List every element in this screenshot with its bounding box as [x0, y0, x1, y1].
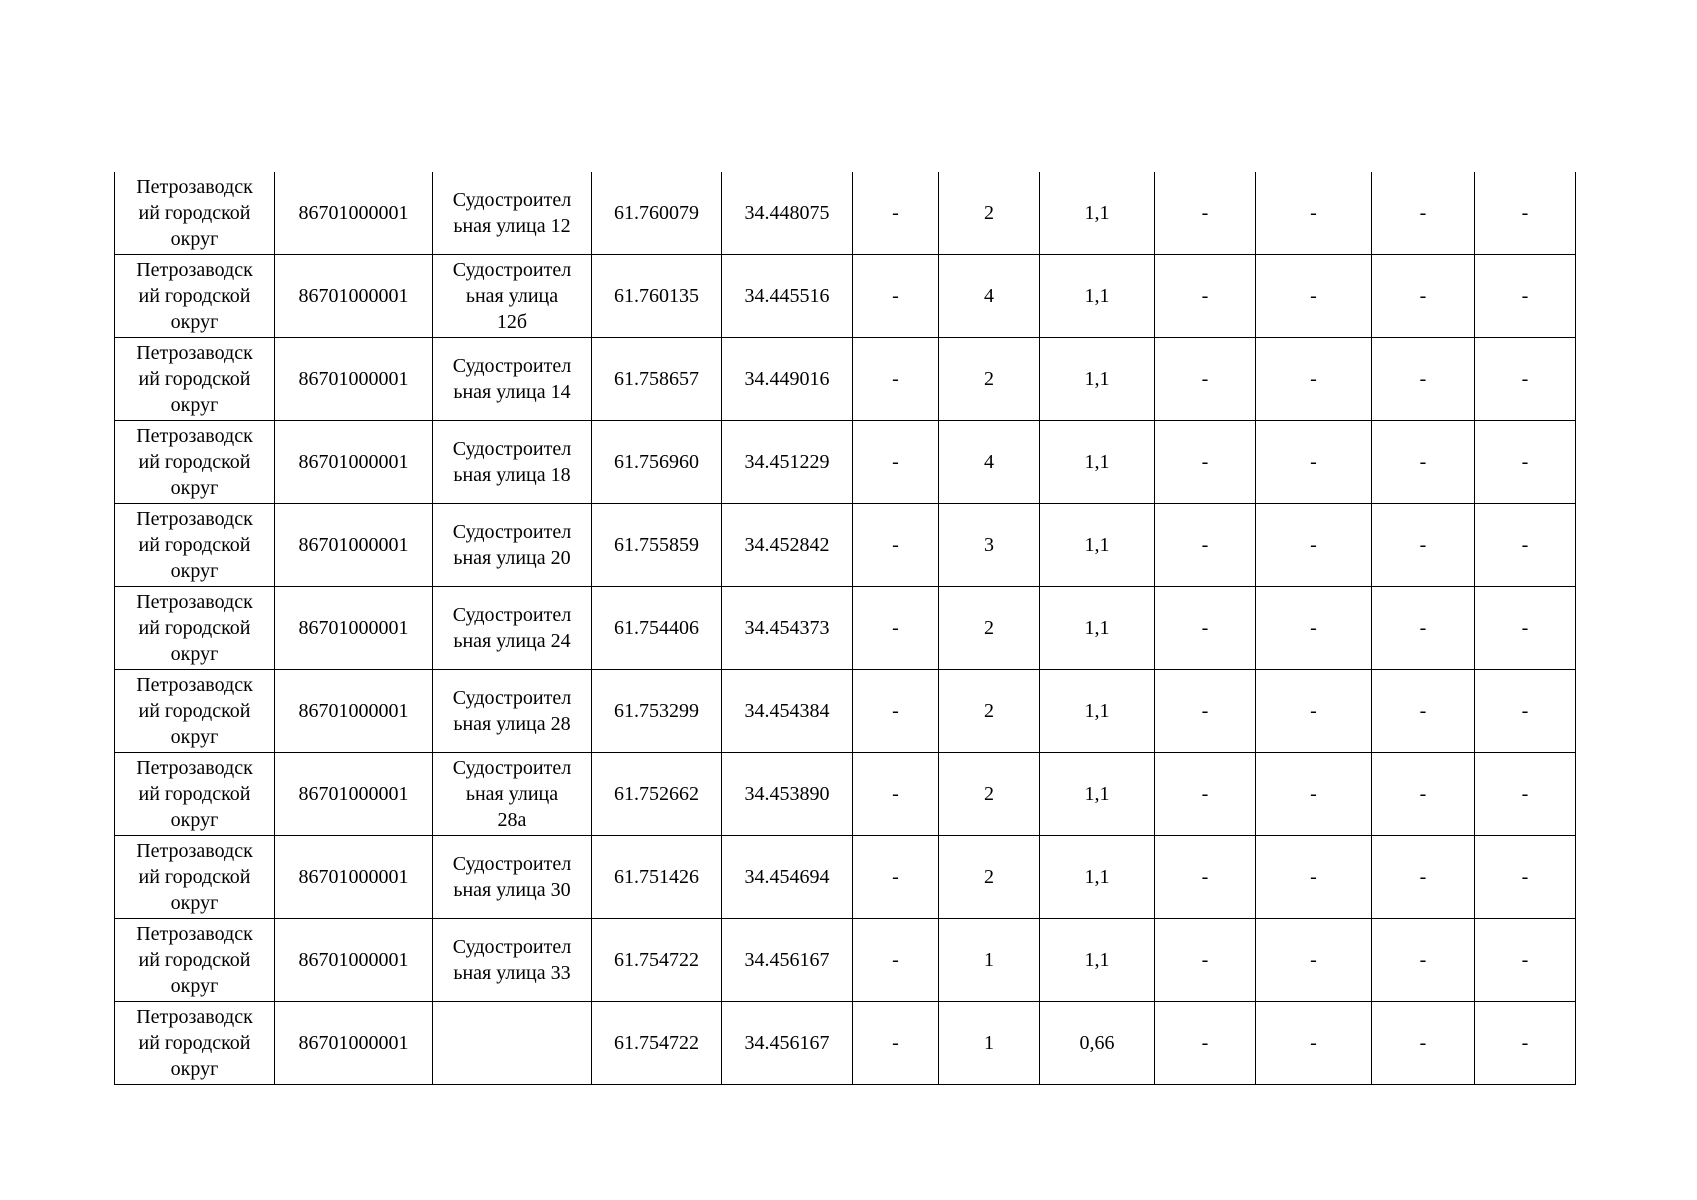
cell-latitude: 61.758657 [592, 338, 722, 421]
cell-col7: 1 [939, 919, 1040, 1002]
cell-longitude: 34.456167 [722, 1002, 853, 1085]
data-table [114, 172, 1576, 1085]
cell-col10: - [1256, 172, 1372, 255]
cell-district: Петрозаводск ий городской округ [115, 504, 275, 587]
cell-latitude: 61.751426 [592, 836, 722, 919]
cell-col8: 1,1 [1040, 421, 1155, 504]
cell-col11: - [1372, 255, 1475, 338]
cell-district: Петрозаводск ий городской округ [115, 836, 275, 919]
cell-longitude: 34.452842 [722, 504, 853, 587]
table-row [115, 753, 1576, 836]
cell-col8: 1,1 [1040, 587, 1155, 670]
cell-district: Петрозаводск ий городской округ [115, 753, 275, 836]
cell-col7: 2 [939, 670, 1040, 753]
cell-col11: - [1372, 421, 1475, 504]
cell-col7: 3 [939, 504, 1040, 587]
cell-col9: - [1155, 919, 1256, 1002]
cell-address: Судостроител ьная улица 28а [433, 753, 592, 836]
cell-latitude: 61.754722 [592, 1002, 722, 1085]
cell-longitude: 34.449016 [722, 338, 853, 421]
table-body [115, 172, 1576, 1085]
cell-district: Петрозаводск ий городской округ [115, 670, 275, 753]
cell-latitude: 61.754722 [592, 919, 722, 1002]
cell-district: Петрозаводск ий городской округ [115, 255, 275, 338]
cell-col11: - [1372, 172, 1475, 255]
cell-longitude: 34.456167 [722, 919, 853, 1002]
cell-longitude: 34.451229 [722, 421, 853, 504]
cell-col10: - [1256, 338, 1372, 421]
cell-col6: - [853, 504, 939, 587]
cell-latitude: 61.756960 [592, 421, 722, 504]
cell-col9: - [1155, 421, 1256, 504]
cell-col12: - [1475, 1002, 1576, 1085]
cell-col8: 1,1 [1040, 836, 1155, 919]
cell-district: Петрозаводск ий городской округ [115, 587, 275, 670]
cell-col7: 1 [939, 1002, 1040, 1085]
cell-col10: - [1256, 670, 1372, 753]
cell-col7: 2 [939, 753, 1040, 836]
cell-col7: 2 [939, 338, 1040, 421]
cell-district: Петрозаводск ий городской округ [115, 919, 275, 1002]
cell-col6: - [853, 836, 939, 919]
cell-address: Судостроител ьная улица 12 [433, 172, 592, 255]
cell-col9: - [1155, 587, 1256, 670]
cell-longitude: 34.454384 [722, 670, 853, 753]
cell-col12: - [1475, 338, 1576, 421]
cell-address: Судостроител ьная улица 24 [433, 587, 592, 670]
cell-col12: - [1475, 670, 1576, 753]
cell-col10: - [1256, 504, 1372, 587]
cell-col8: 1,1 [1040, 338, 1155, 421]
cell-col9: - [1155, 836, 1256, 919]
cell-oktmo: 86701000001 [275, 255, 433, 338]
cell-col8: 1,1 [1040, 753, 1155, 836]
cell-col7: 2 [939, 587, 1040, 670]
cell-col6: - [853, 753, 939, 836]
cell-col10: - [1256, 836, 1372, 919]
cell-district: Петрозаводск ий городской округ [115, 172, 275, 255]
cell-col10: - [1256, 753, 1372, 836]
cell-col6: - [853, 1002, 939, 1085]
cell-longitude: 34.454373 [722, 587, 853, 670]
cell-col11: - [1372, 836, 1475, 919]
cell-col10: - [1256, 255, 1372, 338]
cell-oktmo: 86701000001 [275, 172, 433, 255]
cell-col12: - [1475, 255, 1576, 338]
cell-col11: - [1372, 504, 1475, 587]
cell-col8: 0,66 [1040, 1002, 1155, 1085]
cell-address: Судостроител ьная улица 18 [433, 421, 592, 504]
cell-col9: - [1155, 504, 1256, 587]
cell-oktmo: 86701000001 [275, 587, 433, 670]
table-row [115, 172, 1576, 255]
cell-latitude: 61.760135 [592, 255, 722, 338]
cell-longitude: 34.454694 [722, 836, 853, 919]
cell-latitude: 61.755859 [592, 504, 722, 587]
cell-col9: - [1155, 1002, 1256, 1085]
cell-col11: - [1372, 753, 1475, 836]
cell-col12: - [1475, 836, 1576, 919]
cell-address: Судостроител ьная улица 33 [433, 919, 592, 1002]
cell-col11: - [1372, 1002, 1475, 1085]
table-row [115, 338, 1576, 421]
cell-col12: - [1475, 504, 1576, 587]
cell-oktmo: 86701000001 [275, 504, 433, 587]
cell-latitude: 61.760079 [592, 172, 722, 255]
table-row [115, 587, 1576, 670]
cell-latitude: 61.754406 [592, 587, 722, 670]
cell-col12: - [1475, 587, 1576, 670]
cell-col7: 2 [939, 172, 1040, 255]
cell-col6: - [853, 670, 939, 753]
cell-col11: - [1372, 670, 1475, 753]
cell-oktmo: 86701000001 [275, 338, 433, 421]
cell-oktmo: 86701000001 [275, 753, 433, 836]
cell-col6: - [853, 587, 939, 670]
cell-address: Судостроител ьная улица 20 [433, 504, 592, 587]
cell-col11: - [1372, 919, 1475, 1002]
table-row [115, 255, 1576, 338]
cell-latitude: 61.753299 [592, 670, 722, 753]
cell-col8: 1,1 [1040, 504, 1155, 587]
cell-oktmo: 86701000001 [275, 670, 433, 753]
cell-district: Петрозаводск ий городской округ [115, 338, 275, 421]
cell-longitude: 34.453890 [722, 753, 853, 836]
cell-longitude: 34.445516 [722, 255, 853, 338]
cell-col12: - [1475, 753, 1576, 836]
cell-oktmo: 86701000001 [275, 836, 433, 919]
cell-longitude: 34.448075 [722, 172, 853, 255]
cell-district: Петрозаводск ий городской округ [115, 1002, 275, 1085]
cell-col8: 1,1 [1040, 255, 1155, 338]
cell-col6: - [853, 421, 939, 504]
table-row [115, 1002, 1576, 1085]
cell-col9: - [1155, 753, 1256, 836]
cell-col12: - [1475, 919, 1576, 1002]
cell-address: Судостроител ьная улица 28 [433, 670, 592, 753]
cell-address: Судостроител ьная улица 30 [433, 836, 592, 919]
table-row [115, 504, 1576, 587]
cell-col8: 1,1 [1040, 670, 1155, 753]
cell-col9: - [1155, 172, 1256, 255]
cell-address: Судостроител ьная улица 14 [433, 338, 592, 421]
cell-col7: 4 [939, 421, 1040, 504]
cell-col8: 1,1 [1040, 919, 1155, 1002]
cell-address: Судостроител ьная улица 12б [433, 255, 592, 338]
cell-address [433, 1002, 592, 1085]
cell-col12: - [1475, 421, 1576, 504]
cell-col10: - [1256, 587, 1372, 670]
cell-col6: - [853, 919, 939, 1002]
cell-col6: - [853, 338, 939, 421]
cell-col7: 4 [939, 255, 1040, 338]
cell-col9: - [1155, 255, 1256, 338]
cell-col8: 1,1 [1040, 172, 1155, 255]
table-row [115, 836, 1576, 919]
cell-latitude: 61.752662 [592, 753, 722, 836]
table-row [115, 919, 1576, 1002]
cell-col6: - [853, 255, 939, 338]
cell-district: Петрозаводск ий городской округ [115, 421, 275, 504]
table-row [115, 670, 1576, 753]
cell-col10: - [1256, 421, 1372, 504]
cell-col9: - [1155, 338, 1256, 421]
cell-col7: 2 [939, 836, 1040, 919]
cell-col9: - [1155, 670, 1256, 753]
cell-oktmo: 86701000001 [275, 1002, 433, 1085]
cell-col12: - [1475, 172, 1576, 255]
cell-col10: - [1256, 1002, 1372, 1085]
cell-oktmo: 86701000001 [275, 421, 433, 504]
cell-col11: - [1372, 338, 1475, 421]
cell-col10: - [1256, 919, 1372, 1002]
cell-oktmo: 86701000001 [275, 919, 433, 1002]
cell-col6: - [853, 172, 939, 255]
table-row [115, 421, 1576, 504]
cell-col11: - [1372, 587, 1475, 670]
